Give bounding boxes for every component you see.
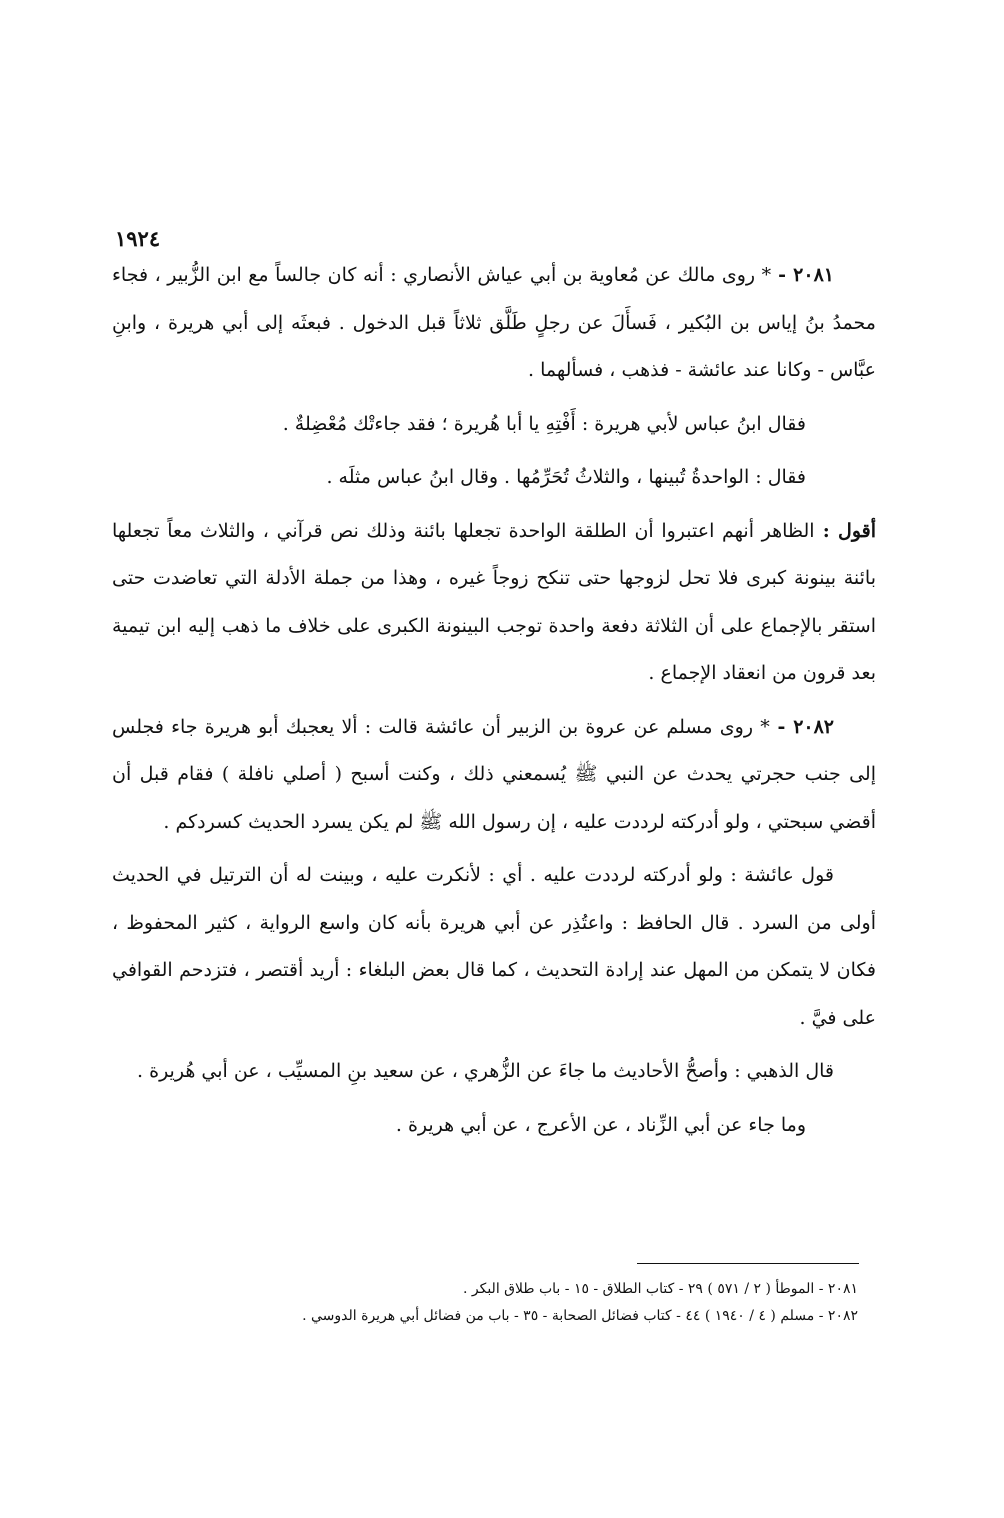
paragraph-abu-zinad: وما جاء عن أبي الزِّناد ، عن الأعرج ، عن أبي هريرة . (395, 1113, 806, 1136)
page-number: ١٩٢٤ (115, 226, 161, 251)
hadith-2082 (112, 704, 876, 847)
footnote-2081: ٢٠٨١ - الموطأ ( ٢ / ٥٧١ ) ٢٩ - كتاب الطلاق - ١٥ - باب طلاق البكر . (462, 1281, 858, 1297)
footnote-divider (637, 1263, 859, 1264)
paragraph-ibn-abbas: فقال ابنُ عباس لأبي هريرة : أَفْتِهِ يا أبا هُريرة ؛ فقد جاءتْك مُعْضِلةٌ . (282, 412, 806, 435)
hadith-number: ٢٠٨٢ - (769, 715, 835, 738)
hadith-text: * روى مسلم عن عروة بن الزبير أن عائشة قالت : ألا يعجبك أبو هريرة جاء فجلس إلى جنب حجرتي يحدث عن النبي ﷺ يُسمعني ذلك ، وكنت أسبح ( أصلي نافلة ) فقام قبل أن أقضي سبحتي ، ولو أدركته لرددت عليه ، إن رسول الله ﷺ لم يكن يسرد الحديث كسردكم . (112, 715, 876, 833)
hadith-number: ٢٠٨١ - (771, 264, 834, 286)
commentary-text: الظاهر أنهم اعتبروا أن الطلقة الواحدة تجعلها بائنة وذلك نص قرآني ، والثلاث معاً تجعلها بائنة بينونة كبرى فلا تحل لزوجها حتى تنكح زوجاً غيره ، وهذا من جملة الأدلة التي تعاضدت حتى استقر بالإجماع على أن الثلاثة دفعة واحدة توجب البينونة الكبرى على خلاف ما ذهب إليه ابن تيمية بعد قرون من انعقاد الإجماع . (112, 519, 876, 684)
hadith-2081 (112, 252, 876, 395)
main-text (112, 252, 876, 1155)
commentary-lead: أقول : (814, 519, 876, 542)
paragraph-aisha-saying: قول عائشة : ولو أدركته لرددت عليه . أي : لأنكرت عليه ، وبينت له أن الترتيل في الحديث أولى من السرد . قال الحافظ : واعتُذِر عن أبي هريرة بأنه كان واسع الرواية ، كثير المحفوظ ، فكان لا يتمكن من المهل عند إرادة التحديث ، كما قال بعض البلغاء : أريد أقتصر ، فتزدحم القوافي على فيَّ . (112, 864, 877, 1029)
commentary-paragraph (112, 508, 876, 698)
hadith-text: * روى مالك عن مُعاوية بن أبي عياش الأنصاري : أنه كان جالساً مع ابن الزُّبير ، فجاء محمدُ بنُ إياس بن البُكير ، فَسأَلَ عن رجلٍ طَلَّق ثلاثاً قبل الدخول . فبعثَه إلى أبي هريرة ، وابنِ عبَّاس - وكانا عند عائشة - فذهب ، فسألهما . (112, 264, 876, 381)
footnotes (112, 1276, 858, 1330)
paragraph-answer: فقال : الواحدةُ تُبينها ، والثلاثُ تُحَرِّمُها . وقال ابنُ عباس مثلَه . (326, 466, 806, 488)
footnote-2082: ٢٠٨٢ - مسلم ( ٤ / ١٩٤٠ ) ٤٤ - كتاب فضائل الصحابة - ٣٥ - باب من فضائل أبي هريرة الدوسي . (302, 1308, 858, 1324)
paragraph-dhahabi: قال الذهبي : وأصحُّ الأحاديث ما جاءَ عن الزُّهري ، عن سعيد بنِ المسيِّب ، عن أبي هُريرة . (137, 1060, 834, 1082)
